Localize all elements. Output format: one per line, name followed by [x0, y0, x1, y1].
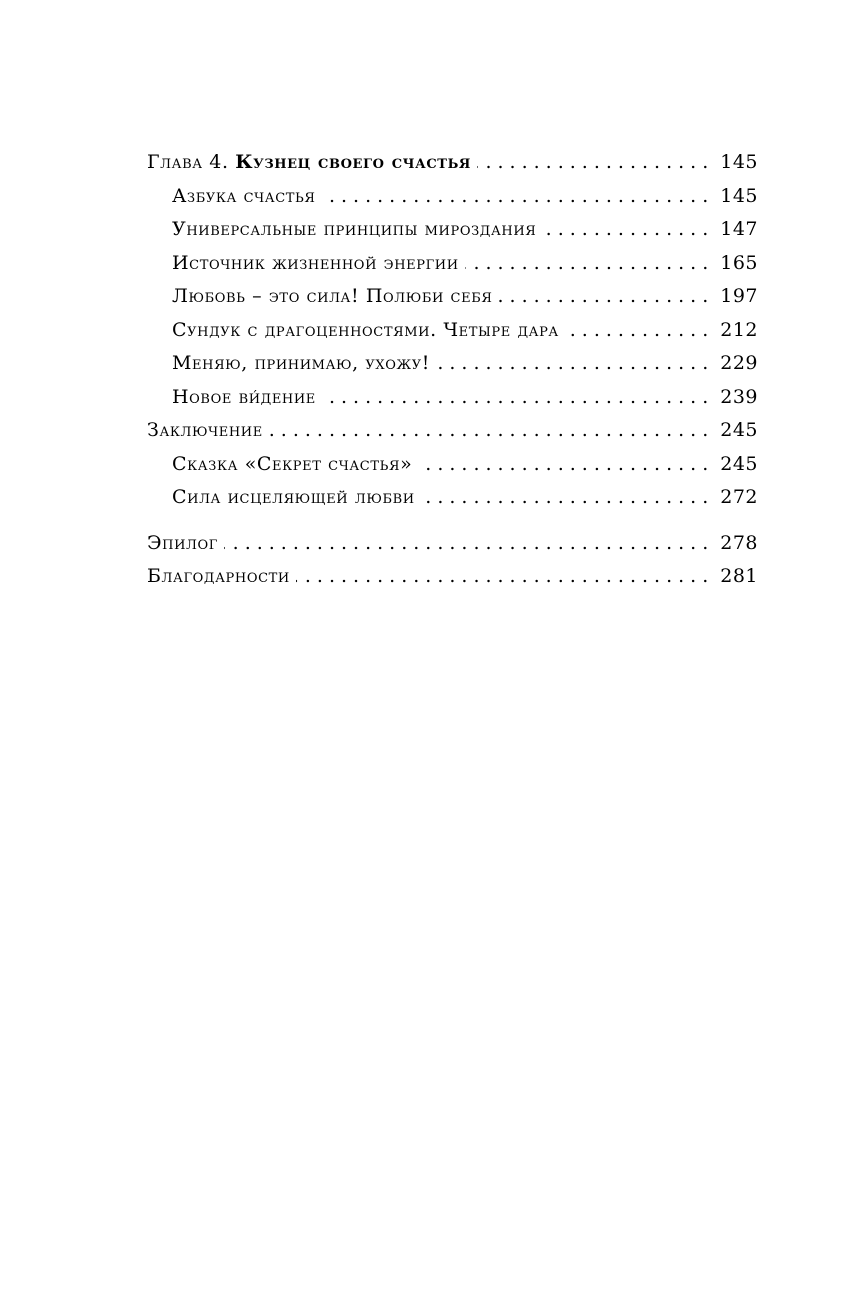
toc-row-conclusion	[147, 414, 758, 448]
toc-row-subsection	[147, 180, 758, 214]
toc-entry-title: Сказка «Секрет счастья»	[172, 452, 413, 475]
page-number: 212	[720, 318, 758, 341]
toc-row-epilogue	[147, 527, 758, 561]
page-number: 145	[720, 151, 758, 173]
page-number: 272	[720, 486, 758, 508]
dot-leader	[542, 213, 714, 247]
chapter-prefix: Глава 4.	[147, 151, 236, 173]
toc-entry-title: Эпилог	[147, 531, 218, 554]
toc-row-chapter-4	[147, 146, 758, 180]
toc-row-subsection	[147, 381, 758, 415]
dot-leader	[296, 560, 714, 594]
dot-leader	[421, 481, 715, 515]
toc-row-subsection	[147, 448, 758, 482]
page-number: 165	[720, 251, 758, 274]
dot-leader	[498, 280, 714, 314]
page-number: 281	[720, 565, 758, 587]
toc-entry-title: Заключение	[147, 419, 263, 441]
page-number: 239	[720, 385, 758, 408]
page-number: 245	[720, 419, 758, 441]
dot-leader	[322, 381, 714, 415]
toc-row-subsection	[147, 347, 758, 381]
toc-entry-title: Благодарности	[147, 565, 290, 587]
dot-leader	[224, 527, 714, 561]
page-number: 278	[720, 531, 758, 554]
toc-row-subsection	[147, 280, 758, 314]
dot-leader	[477, 146, 714, 180]
toc-entry-title: Сила исцеляющей любви	[172, 486, 415, 508]
toc-entry-title: Меняю, принимаю, ухожу!	[172, 352, 430, 374]
dot-leader	[322, 180, 715, 214]
page-number: 229	[720, 352, 758, 374]
toc-entry-title: Азбука счастья	[172, 184, 316, 207]
dot-leader	[418, 448, 714, 482]
page-number: 145	[720, 184, 758, 207]
toc-entry-title: Универсальные принципы мироздания	[172, 218, 537, 240]
page-number: 147	[720, 218, 758, 240]
toc-entry-title	[147, 146, 471, 180]
dot-leader	[269, 414, 714, 448]
dot-leader	[565, 314, 714, 348]
dot-leader	[465, 247, 715, 281]
toc-row-acknowledgements	[147, 560, 758, 594]
page-number: 245	[720, 452, 758, 475]
toc-entry-title: Любовь – это сила! Полюби себя	[172, 285, 493, 307]
toc-entry-title: Источник жизненной энергии	[172, 251, 459, 274]
table-of-contents	[147, 146, 758, 594]
chapter-title: Кузнец своего счастья	[235, 151, 471, 173]
dot-leader	[436, 347, 714, 381]
toc-entry-title: Новое ви́дение	[172, 385, 316, 408]
page-number: 197	[720, 285, 758, 307]
toc-row-subsection	[147, 247, 758, 281]
toc-row-subsection	[147, 314, 758, 348]
toc-row-subsection	[147, 213, 758, 247]
toc-row-subsection	[147, 481, 758, 515]
toc-entry-title: Сундук с драгоценностями. Четыре дара	[172, 318, 559, 341]
